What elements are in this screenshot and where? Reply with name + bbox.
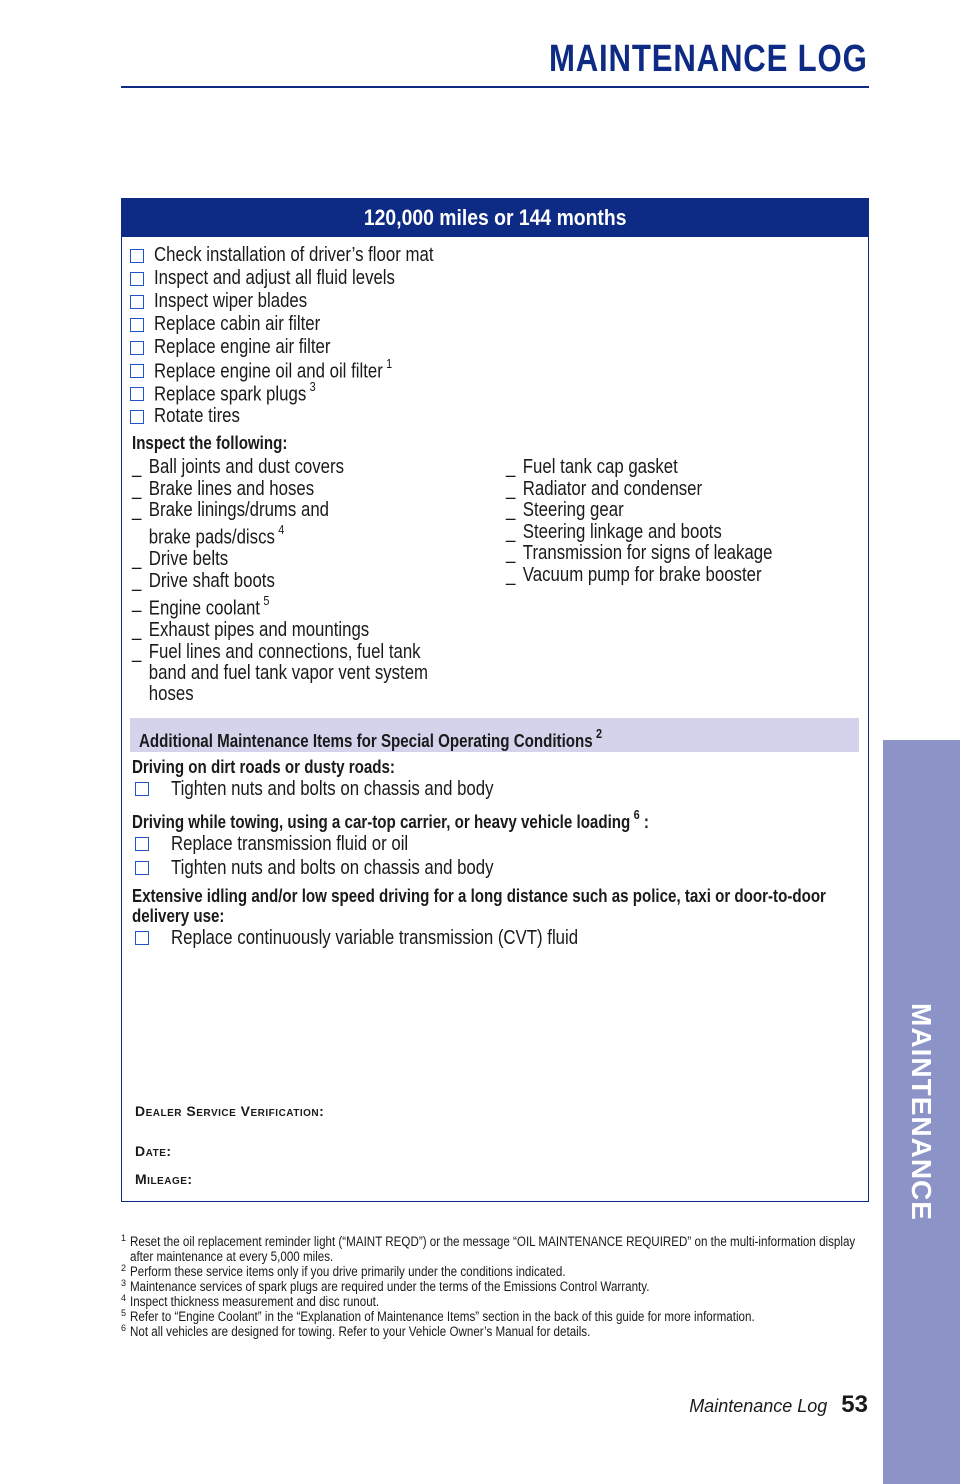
checklist-item: Rotate tires <box>130 405 487 428</box>
special-item: Replace continuously variable transmission (CVT) fluid <box>132 926 852 950</box>
checklist-item: Check installation of driver’s floor mat <box>130 244 487 267</box>
inspect-item: _ Steering gear <box>506 500 772 521</box>
checkbox[interactable] <box>130 295 144 309</box>
checklist-item: Replace cabin air filter <box>130 313 487 336</box>
footnote-ref: 5 <box>263 593 270 609</box>
inspect-item: _ Drive belts <box>132 549 428 570</box>
inspect-item: _ Vacuum pump for brake booster <box>506 565 772 586</box>
idling-heading: Extensive idling and/or low speed driving for a long distance such as police, taxi or door-to-door delivery use: <box>132 886 826 926</box>
checklist-item: Inspect and adjust all fluid levels <box>130 267 487 290</box>
additional-items-heading: Additional Maintenance Items for Special Operating Conditions $^2$ <box>130 718 859 752</box>
footnote-ref: 4 <box>278 522 285 537</box>
inspect-item: _ Transmission for signs of leakage <box>506 543 772 564</box>
interval-heading: 120,000 miles or 144 months <box>122 199 868 237</box>
checklist-item: Replace spark plugs $^3$ <box>130 382 487 405</box>
special-item: Tighten nuts and bolts on chassis and body <box>132 856 852 880</box>
footnote-ref: 2 <box>596 726 603 741</box>
footnote-ref: 1 <box>386 355 393 371</box>
inspect-item: _ Engine coolant $^5$ <box>132 592 428 620</box>
page-title: MAINTENANCE LOG <box>549 38 868 80</box>
checklist-item: Replace engine oil and oil filter $^1$ <box>130 359 487 382</box>
interval-box <box>121 198 869 1202</box>
footnote-ref: 3 <box>309 378 316 394</box>
page-number: 53 <box>841 1391 868 1418</box>
mileage-label: Mileage: <box>135 1171 193 1187</box>
checkbox[interactable] <box>130 272 144 286</box>
inspect-item: _ Steering linkage and boots <box>506 522 772 543</box>
section-side-tab-label: MAINTENANCE <box>906 1003 937 1221</box>
title-rule <box>121 86 869 88</box>
inspect-item: _ Brake lines and hoses <box>132 479 428 500</box>
inspect-item: _ Fuel tank cap gasket <box>506 457 772 478</box>
checklist-item: Inspect wiper blades <box>130 290 487 313</box>
page-footer <box>689 1391 868 1419</box>
checkbox[interactable] <box>130 387 144 401</box>
inspect-item: _ Brake linings/drums and brake pads/discs $^4$ <box>132 500 428 549</box>
inspect-item: _ Radiator and condenser <box>506 479 772 500</box>
footnote: 6 Not all vehicles are designed for towing. Refer to your Vehicle Owner’s Manual for details. <box>121 1323 591 1339</box>
footnote: 5 Refer to “Engine Coolant” in the “Explanation of Maintenance Items” section in the back of this guide for more information. <box>121 1308 755 1324</box>
checkbox[interactable] <box>135 782 149 796</box>
footnote-ref: 6 <box>633 807 640 822</box>
checkbox[interactable] <box>130 341 144 355</box>
inspect-heading: Inspect the following: <box>132 433 288 453</box>
checkbox[interactable] <box>135 837 149 851</box>
footnote: 2 Perform these service items only if you drive primarily under the conditions indicated. <box>121 1263 566 1279</box>
footnote: 4 Inspect thickness measurement and disc runout. <box>121 1293 380 1309</box>
date-label: Date: <box>135 1143 172 1159</box>
towing-heading: Driving while towing, using a car-top carrier, or heavy vehicle loading $^6$ : <box>132 807 649 832</box>
checkbox[interactable] <box>130 364 144 378</box>
special-item: Replace transmission fluid or oil <box>132 832 852 856</box>
inspect-list-left <box>132 457 484 705</box>
inspect-item: _ Fuel lines and connections, fuel tank band and fuel tank vapor vent system hoses <box>132 642 428 705</box>
special-item: Tighten nuts and bolts on chassis and body <box>132 777 852 801</box>
checkbox[interactable] <box>130 249 144 263</box>
checklist-item: Replace engine air filter <box>130 336 487 359</box>
checkbox[interactable] <box>135 931 149 945</box>
dirt-roads-heading: Driving on dirt roads or dusty roads: <box>132 757 395 777</box>
checkbox[interactable] <box>130 318 144 332</box>
footnote: 3 Maintenance services of spark plugs are required under the terms of the Emissions Control Warranty. <box>121 1278 650 1294</box>
checkbox[interactable] <box>135 861 149 875</box>
special-conditions <box>132 757 852 950</box>
inspect-list-right <box>506 457 823 586</box>
dealer-verification-label: Dealer Service Verification: <box>135 1103 325 1119</box>
footnotes <box>121 1234 869 1339</box>
checkbox[interactable] <box>130 410 144 424</box>
footer-section-label: Maintenance Log <box>689 1396 828 1416</box>
inspect-item: _ Drive shaft boots <box>132 571 428 592</box>
footnote: 1 Reset the oil replacement reminder light (“MAINT REQD”) or the message “OIL MAINTENANCE REQUIRED” on the multi-information display after maintenance at every 5,000 miles. <box>121 1233 856 1264</box>
service-checklist <box>130 244 487 428</box>
inspect-item: _ Ball joints and dust covers <box>132 457 428 478</box>
inspect-item: _ Exhaust pipes and mountings <box>132 620 428 641</box>
